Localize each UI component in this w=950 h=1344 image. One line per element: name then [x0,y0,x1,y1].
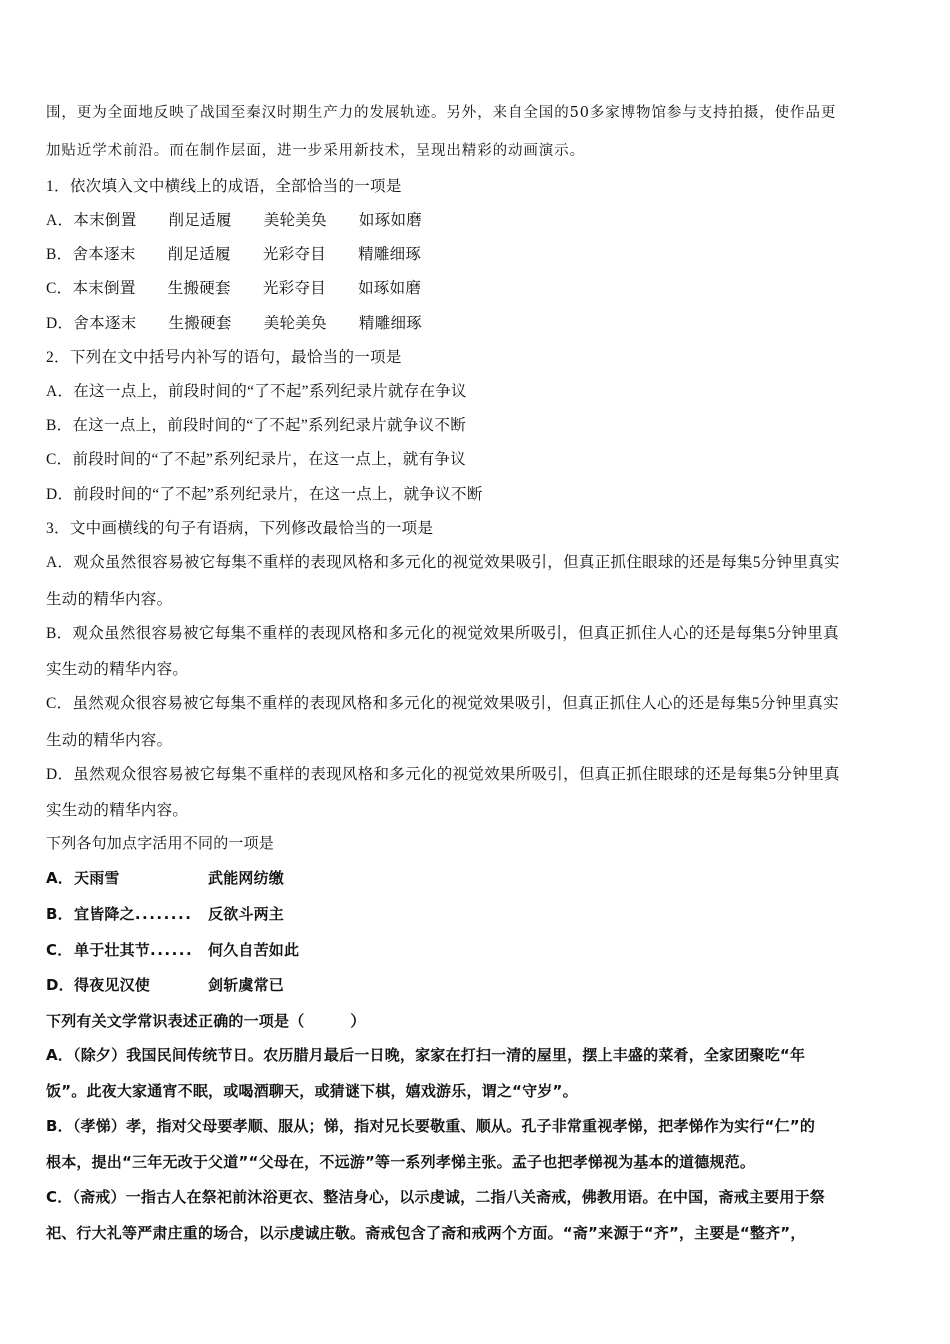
option-label: C． [46,941,73,959]
option-left [74,939,193,960]
idiom: 削足适履 [168,212,232,229]
intro-line-2: 加贴近学术前沿。而在制作层面，进一步采用新技术，呈现出精彩的动画演示。 [46,143,585,159]
idiom: 精雕细琢 [358,315,423,332]
q5-stem-text: 下列有关文学常识表述正确的一项是（ [46,1012,305,1030]
q3-option-a-line1[interactable]: A．观众虽然很容易被它每集不重样的表现风格和多元化的视觉效果吸引，但真正抓住眼球的还是每集5分钟里真实 [46,554,840,571]
idiom: 舍本逐末 [72,246,136,263]
option-label: D． [46,315,74,332]
q5-option-b-line2: 根本，提出“三年无改于父道”“父母在，不远游”等一系列孝悌主张。孟子也把孝悌视为基本的道德规范。 [46,1153,756,1171]
leader-dots: ........ [134,905,193,923]
q1-option-c[interactable] [46,276,421,298]
q5-option-c-line1[interactable]: C．（斋戒）一指古人在祭祀前沐浴更衣、整洁身心，以示虔诚，二指八关斋戒，佛教用语。在中国，斋戒主要用于祭 [46,1188,825,1206]
idiom: 美轮美奂 [263,212,327,229]
idiom: 削足适履 [167,246,231,263]
idiom: 本末倒置 [73,212,137,229]
idiom: 如琢如磨 [358,280,422,297]
q3-option-d-line1[interactable]: D．虽然观众很容易被它每集不重样的表现风格和多元化的视觉效果所吸引，但真正抓住眼球的还是每集5分钟里真 [46,766,840,783]
option-left [74,903,192,924]
q3-option-a-line2: 生动的精华内容。 [46,591,173,608]
intro-line-1: 围，更为全面地反映了战国至秦汉时期生产力的发展轨迹。另外，来自全国的50多家博物馆参与支持拍摄，使作品更 [46,105,837,121]
option-left-text: 单于壮其节 [74,941,151,959]
q5-stem [46,1010,366,1031]
q5-option-c-line2: 祀、行大礼等严肃庄重的场合，以示虔诚庄敬。斋戒包含了斋和戒两个方面。“斋”来源于“齐”，主要是“整齐”， [46,1224,806,1242]
option-label: C． [46,280,73,297]
q4-option-b[interactable] [46,903,285,923]
option-right: 何久自苦如此 [208,941,300,959]
idiom: 本末倒置 [72,280,136,297]
q4-stem: 下列各句加点字活用不同的一项是 [46,834,275,852]
option-right: 武能网纺缴 [208,869,285,887]
option-left: 得夜见汉使 [74,976,151,994]
idiom: 精雕细琢 [358,246,422,263]
option-right: 反欲斗两主 [208,905,285,923]
q3-option-b-line2: 实生动的精华内容。 [46,661,189,678]
idiom: 生搬硬套 [168,315,232,332]
option-label: A． [46,869,74,887]
option-label: B． [46,246,73,263]
idiom: 如琢如磨 [358,212,423,229]
q2-option-a[interactable]: A．在这一点上，前段时间的“了不起”系列纪录片就存在争议 [46,383,467,400]
q3-option-b-line1[interactable]: B．观众虽然很容易被它每集不重样的表现风格和多元化的视觉效果所吸引，但真正抓住人心的还是每集5分钟里真 [46,625,839,642]
q3-option-c-line1[interactable]: C．虽然观众很容易被它每集不重样的表现风格和多元化的视觉效果吸引，但真正抓住人心的还是每集5分钟里真实 [46,695,839,712]
idiom: 生搬硬套 [167,280,231,297]
q1-stem: 1．依次填入文中横线上的成语，全部恰当的一项是 [46,178,402,195]
q3-stem: 3．文中画横线的句子有语病，下列修改最恰当的一项是 [46,520,434,537]
q1-option-a[interactable] [46,208,422,230]
q5-stem-close: ） [350,1012,366,1030]
q5-option-b-line1[interactable]: B．（孝悌）孝，指对父母要孝顺、服从；悌，指对兄长要敬重、顺从。孔子非常重视孝悌，把孝悌作为实行“仁”的 [46,1117,816,1135]
option-label: D． [46,976,74,994]
option-right: 剑斩虞常已 [208,976,285,994]
q3-option-d-line2: 实生动的精华内容。 [46,802,189,819]
option-label: B． [46,905,73,923]
q1-option-b[interactable] [46,242,421,264]
q4-option-a[interactable] [46,867,285,887]
q2-stem: 2．下列在文中括号内补写的语句，最恰当的一项是 [46,349,402,366]
option-left: 天雨雪 [74,869,120,887]
q2-option-d[interactable]: D．前段时间的“了不起”系列纪录片，在这一点上，就争议不断 [46,486,483,503]
idiom: 舍本逐末 [73,315,137,332]
option-left-text: 宜皆降之 [74,905,135,923]
q2-option-c[interactable]: C．前段时间的“了不起”系列纪录片，在这一点上，就有争议 [46,451,466,468]
idiom: 光彩夺目 [262,246,327,263]
idiom: 美轮美奂 [263,315,327,332]
q5-option-a-line2: 饭”。此夜大家通宵不眠，或喝酒聊天，或猜谜下棋，嬉戏游乐，谓之“守岁”。 [46,1082,578,1100]
leader-dots: ...... [150,941,194,959]
q3-option-c-line2: 生动的精华内容。 [46,732,173,749]
q4-option-d[interactable] [46,974,285,994]
q4-option-c[interactable] [46,939,300,959]
q1-option-d[interactable] [46,311,422,333]
option-label: A． [46,212,74,229]
q2-option-b[interactable]: B．在这一点上，前段时间的“了不起”系列纪录片就争议不断 [46,417,466,434]
q5-option-a-line1[interactable]: A．（除夕）我国民间传统节日。农历腊月最后一日晚，家家在打扫一清的屋里，摆上丰盛的菜肴，全家团聚吃“年 [46,1046,806,1064]
idiom: 光彩夺目 [262,280,327,297]
